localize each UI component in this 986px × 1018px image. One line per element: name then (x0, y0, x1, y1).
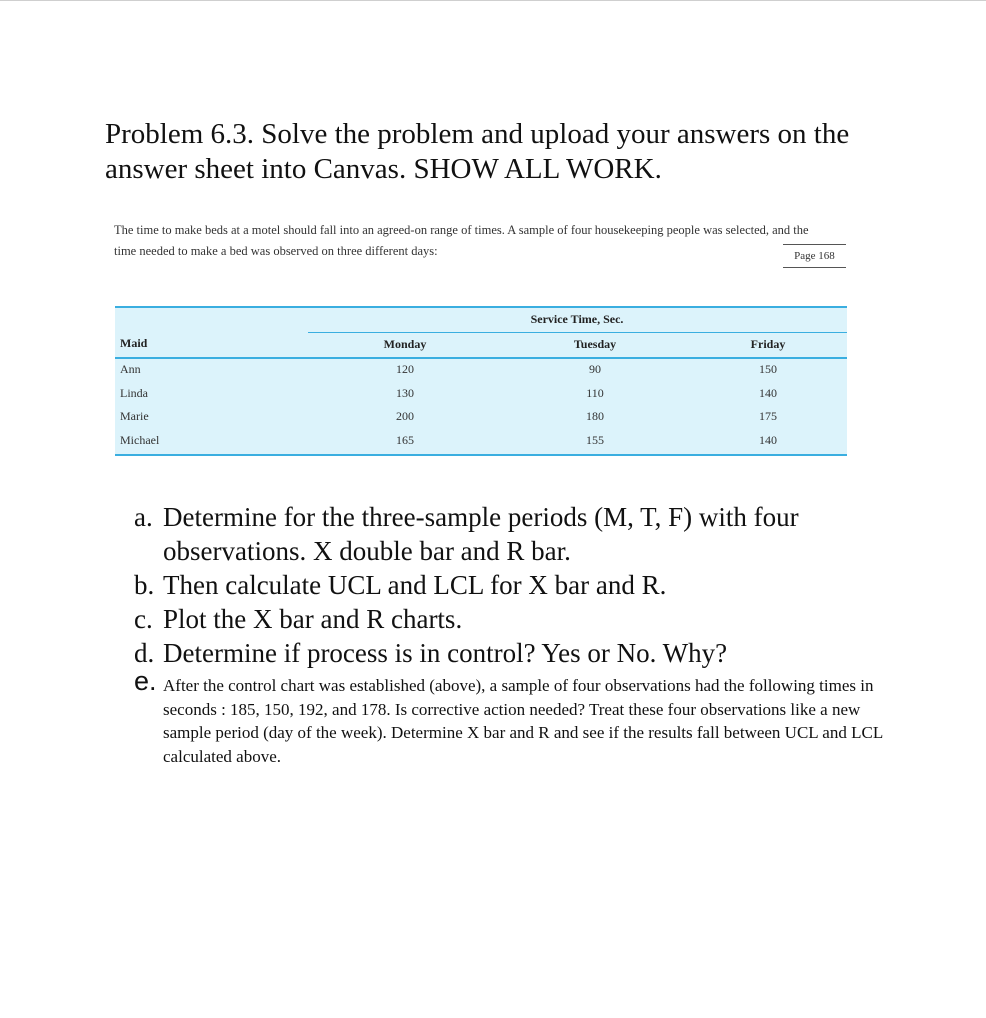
question-c (134, 602, 894, 636)
question-label: a. (134, 502, 153, 532)
question-text: Determine for the three-sample periods (M, T, F) with four observations. X double bar and R bar. (163, 502, 799, 566)
column-header-tuesday: Tuesday (573, 337, 617, 351)
span-header-rule (308, 332, 847, 333)
monday-value: 200 (396, 409, 414, 423)
friday-value: 175 (759, 409, 777, 423)
question-label: b. (134, 570, 155, 600)
question-label: c. (134, 604, 153, 634)
question-label: d. (134, 638, 155, 668)
tuesday-value: 180 (586, 409, 604, 423)
page-reference: Page 168 (783, 244, 846, 268)
question-text: Plot the X bar and R charts. (163, 604, 463, 634)
question-d (134, 636, 894, 670)
service-time-table (115, 306, 847, 456)
header-rule (115, 357, 847, 359)
question-text: Determine if process is in control? Yes or No. Why? (163, 638, 728, 668)
maid-name: Linda (120, 386, 148, 400)
tuesday-value: 155 (586, 433, 604, 447)
span-header: Service Time, Sec. (530, 312, 624, 326)
question-label: e. (134, 666, 157, 696)
column-header-maid: Maid (120, 336, 148, 350)
question-b (134, 568, 894, 602)
question-a (134, 500, 894, 568)
tuesday-value: 110 (586, 386, 604, 400)
question-text: Then calculate UCL and LCL for X bar and R. (163, 570, 667, 600)
maid-name: Marie (120, 409, 149, 423)
question-e (134, 666, 894, 768)
monday-value: 165 (396, 433, 414, 447)
maid-name: Michael (120, 433, 160, 447)
question-list (134, 500, 894, 768)
problem-intro: The time to make beds at a motel should fall into an agreed-on range of times. A sample of four housekeeping people was selected, and the time needed to make a bed was observed on three different days: (114, 223, 809, 258)
friday-value: 150 (759, 362, 777, 376)
top-border (0, 0, 986, 1)
friday-value: 140 (759, 433, 777, 447)
column-header-monday: Monday (383, 337, 427, 351)
monday-value: 120 (396, 362, 414, 376)
question-text: After the control chart was established (above), a sample of four observations had the following times in seconds : 185, 150, 192, and 178. Is corrective action needed? Treat these four observations like a new sample period (day of the week). Determine X bar and R and see if the results fall between UCL and LCL calculated above. (163, 676, 883, 766)
monday-value: 130 (396, 386, 414, 400)
problem-title: Problem 6.3. Solve the problem and upload your answers on the answer sheet into Canvas. SHOW ALL WORK. (105, 118, 850, 185)
column-header-friday: Friday (750, 337, 786, 351)
maid-name: Ann (120, 362, 141, 376)
tuesday-value: 90 (589, 362, 601, 376)
friday-value: 140 (759, 386, 777, 400)
